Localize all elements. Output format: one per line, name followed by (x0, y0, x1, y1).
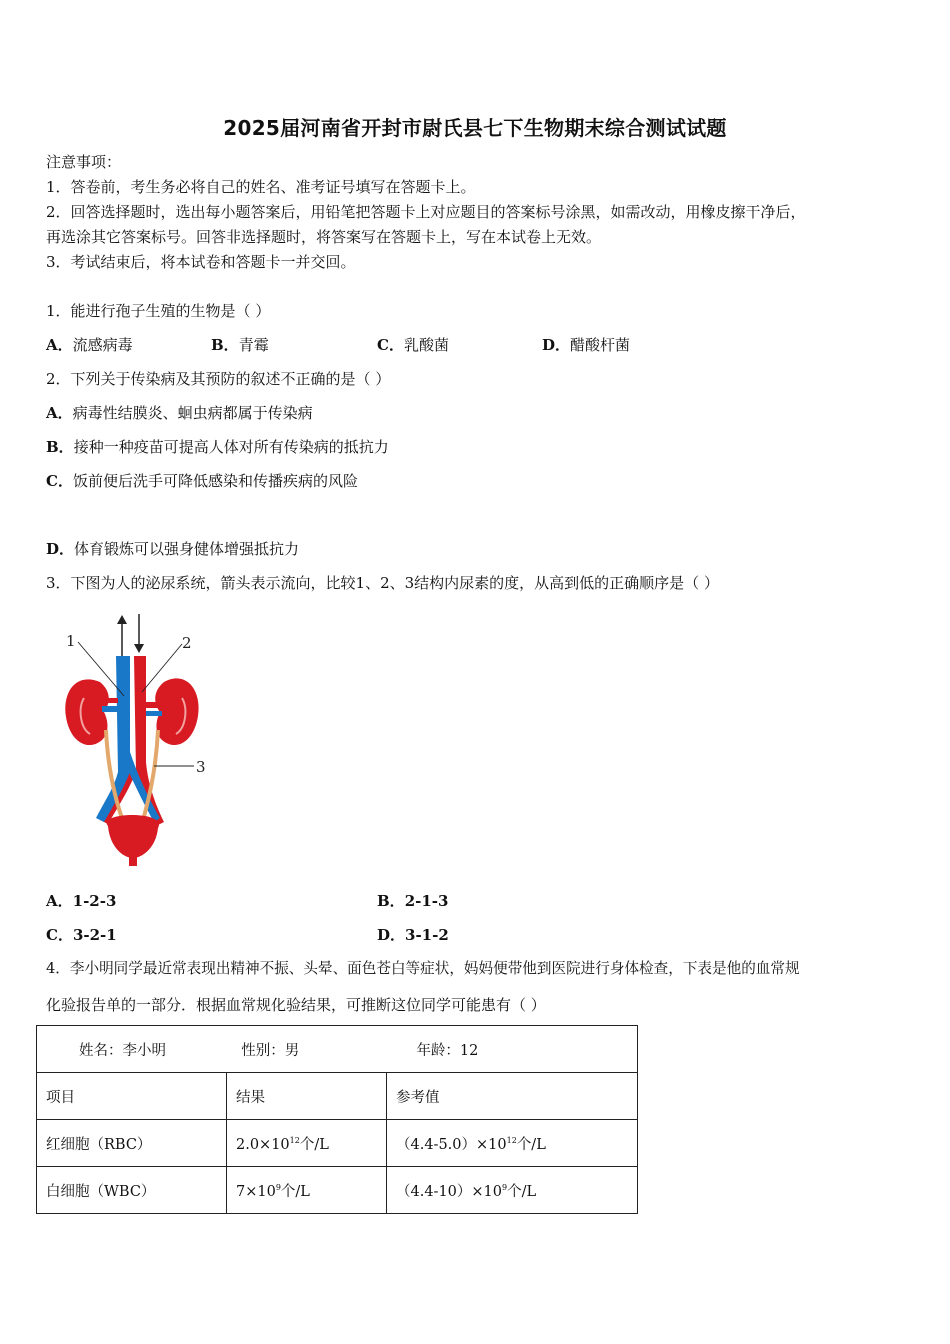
q1-option-c-text: 乳酸菌 (403, 336, 449, 354)
bladder (107, 815, 159, 858)
q3-option-c-text: 3-2-1 (72, 926, 117, 944)
urinary-system-figure (56, 612, 216, 870)
q3-option-b-text: 2-1-3 (404, 892, 449, 910)
q3-option-b (377, 891, 448, 911)
q2-option-a (46, 403, 313, 423)
q1-option-b (211, 335, 269, 355)
q2-option-b (46, 437, 389, 457)
figure-label-1: 1 (66, 632, 76, 650)
row-item-rbc: 红细胞（RBC） (37, 1120, 227, 1167)
notice-item-3: 3．考试结束后，将本试卷和答题卡一并交回。 (46, 253, 356, 271)
report-patient-info (37, 1026, 638, 1073)
q2-option-a-letter: A． (46, 404, 73, 422)
q3-stem: 3．下图为人的泌尿系统，箭头表示流向，比较1、2、3结构内尿素的度，从高到低的正确顺序是（ ） (46, 574, 719, 592)
wbc-ref-exp: 9 (502, 1182, 508, 1192)
q3-option-a-letter: A． (46, 892, 73, 910)
blood-test-report-table (36, 1025, 638, 1214)
page-title: 2025届河南省开封市尉氏县七下生物期末综合测试试题 (223, 116, 727, 140)
q1-option-a (46, 335, 133, 355)
q3-option-d-letter: D． (377, 926, 406, 944)
rbc-result-base: 2.0×10 (236, 1136, 290, 1153)
table-row (37, 1120, 638, 1167)
q3-option-c (46, 925, 117, 945)
urethra (129, 856, 137, 866)
arrow-down-head (134, 644, 144, 653)
q1-stem: 1．能进行孢子生殖的生物是（ ） (46, 302, 271, 320)
row-result-rbc (227, 1120, 387, 1167)
row-item-wbc: 白细胞（WBC） (37, 1167, 227, 1214)
q2-option-d-letter: D． (46, 540, 75, 558)
wbc-ref-base: （4.4-10）×10 (396, 1183, 503, 1200)
patient-gender: 性别：男 (241, 1042, 300, 1059)
q1-option-a-text: 流感病毒 (72, 336, 133, 354)
q2-option-c-letter: C． (46, 472, 73, 490)
q1-option-d-text: 醋酸杆菌 (570, 336, 631, 354)
notice-item-1: 1．答卷前，考生务必将自己的姓名、准考证号填写在答题卡上。 (46, 178, 476, 196)
figure-label-3: 3 (196, 758, 206, 776)
column-header-reference: 参考值 (387, 1073, 638, 1120)
left-kidney (65, 679, 108, 745)
q1-option-c (377, 335, 449, 355)
q2-option-a-text: 病毒性结膜炎、蛔虫病都属于传染病 (72, 404, 313, 422)
notice-item-2: 2．回答选择题时，选出每小题答案后，用铅笔把答题卡上对应题目的答案标号涂黑，如需改动，用橡皮擦干净后， (46, 203, 806, 221)
notice-heading: 注意事项： (46, 153, 122, 171)
rbc-ref-unit: 个/L (516, 1136, 546, 1153)
q3-option-a (46, 891, 116, 911)
q1-option-d (542, 335, 630, 355)
wbc-result-unit: 个/L (280, 1183, 310, 1200)
urinary-system-diagram (56, 612, 216, 870)
q3-option-a-text: 1-2-3 (72, 892, 117, 910)
notice-item-2-cont: 再选涂其它答案标号。回答非选择题时，将答案写在答题卡上，写在本试卷上无效。 (46, 228, 602, 246)
q2-option-b-letter: B． (46, 438, 74, 456)
patient-age: 年龄：12 (416, 1042, 479, 1059)
q2-option-d (46, 539, 299, 559)
row-ref-rbc (387, 1120, 638, 1167)
column-header-item: 项目 (37, 1073, 227, 1120)
wbc-result-base: 7×10 (236, 1183, 276, 1200)
rbc-ref-exp: 12 (506, 1135, 517, 1145)
q2-option-c-text: 饭前便后洗手可降低感染和传播疾病的风险 (72, 472, 358, 490)
table-row (37, 1073, 638, 1120)
left-renal-vein (102, 706, 118, 712)
table-row (37, 1167, 638, 1214)
row-ref-wbc (387, 1167, 638, 1214)
q1-option-b-text: 青霉 (238, 336, 269, 354)
left-renal-artery (102, 698, 118, 703)
q4-stem-line2: 化验报告单的一部分．根据血常规化验结果，可推断这位同学可能患有（ ） (46, 996, 546, 1014)
row-result-wbc (227, 1167, 387, 1214)
q2-option-d-text: 体育锻炼可以强身健体增强抵抗力 (74, 540, 300, 558)
q1-option-b-letter: B． (211, 336, 239, 354)
q2-option-c (46, 471, 358, 491)
rbc-ref-base: （4.4-5.0）×10 (396, 1136, 507, 1153)
q3-option-d (377, 925, 449, 945)
figure-label-2: 2 (182, 634, 192, 652)
report-header-row (37, 1026, 638, 1073)
right-renal-artery (146, 702, 162, 708)
q3-option-b-letter: B． (377, 892, 405, 910)
q3-option-c-letter: C． (46, 926, 73, 944)
q4-stem-line1: 4．李小明同学最近常表现出精神不振、头晕、面色苍白等症状，妈妈便带他到医院进行身体检查，下表是他的血常规 (46, 960, 800, 977)
wbc-result-exp: 9 (275, 1182, 281, 1192)
q1-option-d-letter: D． (542, 336, 571, 354)
q2-stem: 2．下列关于传染病及其预防的叙述不正确的是（ ） (46, 370, 391, 388)
column-header-result: 结果 (227, 1073, 387, 1120)
arrow-up-head (117, 615, 127, 624)
q1-option-a-letter: A． (46, 336, 73, 354)
wbc-ref-unit: 个/L (507, 1183, 537, 1200)
right-renal-vein (146, 711, 162, 716)
q2-option-b-text: 接种一种疫苗可提高人体对所有传染病的抵抗力 (73, 438, 389, 456)
rbc-result-exp: 12 (289, 1135, 300, 1145)
rbc-result-unit: 个/L (299, 1136, 329, 1153)
q3-option-d-text: 3-1-2 (405, 926, 449, 944)
patient-name: 姓名：李小明 (79, 1042, 166, 1059)
q1-option-c-letter: C． (377, 336, 404, 354)
